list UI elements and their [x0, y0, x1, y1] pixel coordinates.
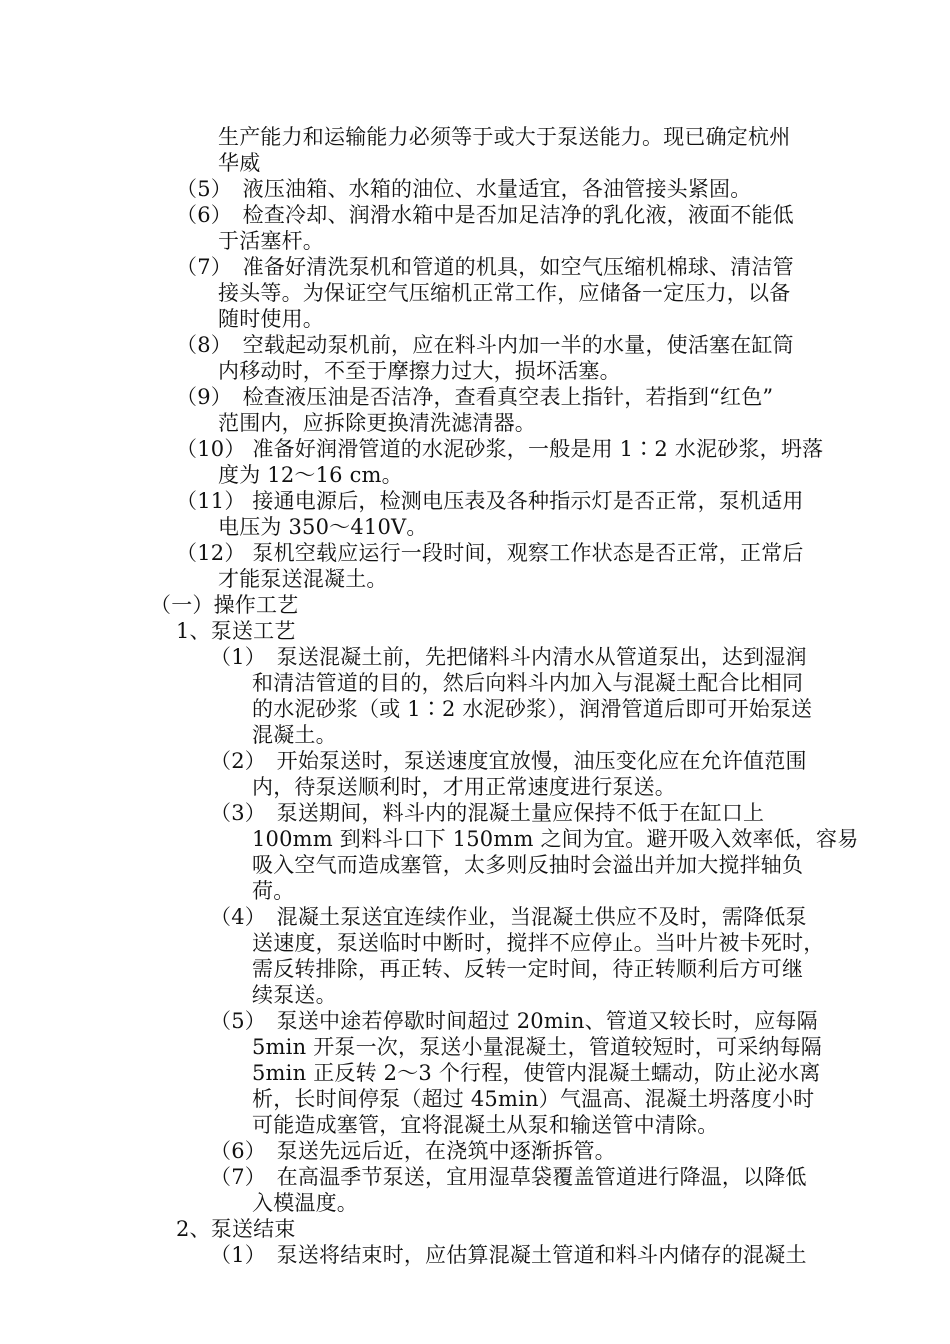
- text-line: 和清洁管道的目的，然后向料斗内加入与混凝土配合比相同: [252, 671, 804, 695]
- text-line: （12） 泵机空载应运行一段时间，观察工作状态是否正常，正常后: [176, 541, 804, 565]
- text-line: （7） 准备好清洗泵机和管道的机具，如空气压缩机棉球、清洁管: [176, 255, 794, 279]
- text-line: （5） 泵送中途若停歇时间超过 20min、管道又较长时，应每隔: [210, 1009, 818, 1033]
- text-line: （8） 空载起动泵机前，应在料斗内加一半的水量，使活塞在缸筒: [176, 333, 794, 357]
- text-line: 内，待泵送顺利时，才用正常速度进行泵送。: [252, 775, 676, 799]
- text-line: 吸入空气而造成塞管，太多则反抽时会溢出并加大搅拌轴负: [252, 853, 804, 877]
- text-line: 续泵送。: [252, 983, 337, 1007]
- text-line: 度为 12～16 cm。: [218, 463, 403, 487]
- text-line: 生产能力和运输能力必须等于或大于泵送能力。现已确定杭州: [218, 125, 791, 149]
- text-line: 荷。: [252, 879, 295, 903]
- text-line: 入模温度。: [252, 1191, 358, 1215]
- text-line: 范围内，应拆除更换清洗滤清器。: [218, 411, 536, 435]
- text-line: 混凝土。: [252, 723, 337, 747]
- text-line: （3） 泵送期间，料斗内的混凝土量应保持不低于在缸口上: [210, 801, 765, 825]
- text-line: 随时使用。: [218, 307, 324, 331]
- text-line: （6） 检查冷却、润滑水箱中是否加足洁净的乳化液，液面不能低: [176, 203, 794, 227]
- text-line: （1） 泵送将结束时，应估算混凝土管道和料斗内储存的混凝土: [210, 1243, 807, 1267]
- text-line: （1） 泵送混凝土前，先把储料斗内清水从管道泵出，达到湿润: [210, 645, 807, 669]
- text-line: （9） 检查液压油是否洁净，查看真空表上指针，若指到“红色”: [176, 385, 774, 409]
- subsection-heading: 2、泵送结束: [176, 1217, 296, 1241]
- subsection-heading: 1、泵送工艺: [176, 619, 296, 643]
- text-line: 才能泵送混凝土。: [218, 567, 388, 591]
- text-line: （11） 接通电源后，检测电压表及各种指示灯是否正常，泵机适用: [176, 489, 804, 513]
- text-line: 内移动时，不至于摩擦力过大，损坏活塞。: [218, 359, 621, 383]
- text-line: 5min 开泵一次，泵送小量混凝土，管道较短时，可采纳每隔: [252, 1035, 822, 1059]
- text-line: 电压为 350～410V。: [218, 515, 428, 539]
- text-line: （5） 液压油箱、水箱的油位、水量适宜，各油管接头紧固。: [176, 177, 752, 201]
- text-line: 100mm 到料斗口下 150mm 之间为宜。避开吸入效率低，容易: [252, 827, 859, 851]
- text-line: （4） 混凝土泵送宜连续作业，当混凝土供应不及时，需降低泵: [210, 905, 807, 929]
- text-line: 华威: [218, 151, 261, 175]
- text-line: （6） 泵送先远后近，在浇筑中逐渐拆管。: [210, 1139, 616, 1163]
- text-line: （2） 开始泵送时，泵送速度宜放慢，油压变化应在允许值范围: [210, 749, 807, 773]
- text-line: 5min 正反转 2～3 个行程，使管内混凝土蠕动，防止泌水离: [252, 1061, 821, 1085]
- text-line: （10） 准备好润滑管道的水泥砂浆，一般是用 1∶2 水泥砂浆，坍落: [176, 437, 824, 461]
- text-line: 接头等。为保证空气压缩机正常工作，应储备一定压力，以备: [218, 281, 791, 305]
- text-line: 需反转排除，再正转、反转一定时间，待正转顺利后方可继: [252, 957, 804, 981]
- section-heading: （一）操作工艺: [150, 593, 299, 617]
- text-line: 可能造成塞管，宜将混凝土从泵和输送管中清除。: [252, 1113, 719, 1137]
- text-line: 的水泥砂浆（或 1∶2 水泥砂浆），润滑管道后即可开始泵送: [252, 697, 813, 721]
- text-line: 析，长时间停泵（超过 45min）气温高、混凝土坍落度小时: [252, 1087, 815, 1111]
- text-line: （7） 在高温季节泵送，宜用湿草袋覆盖管道进行降温，以降低: [210, 1165, 807, 1189]
- text-line: 送速度，泵送临时中断时，搅拌不应停止。当叶片被卡死时，: [252, 931, 825, 955]
- text-line: 于活塞杆。: [218, 229, 324, 253]
